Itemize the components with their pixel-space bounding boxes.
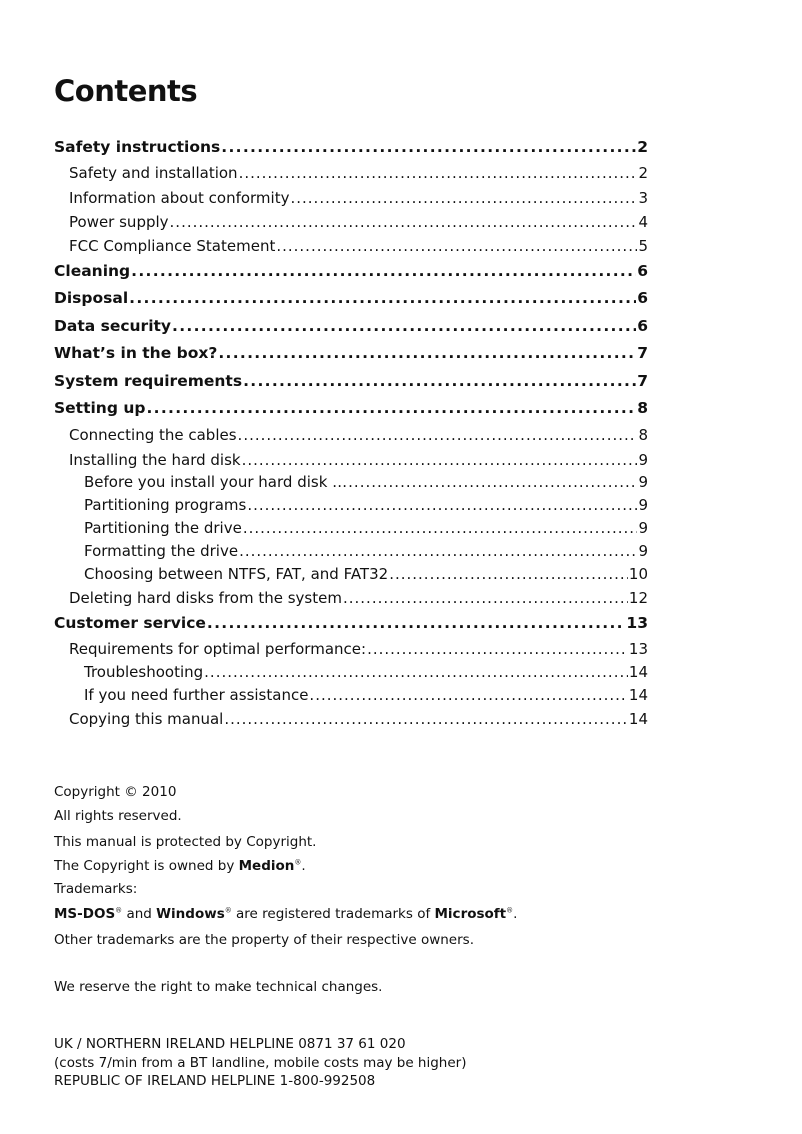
page-title: Contents xyxy=(54,74,198,108)
toc-leader-dots xyxy=(170,213,638,231)
toc-entry[interactable] xyxy=(54,317,648,335)
toc-entry-label: Safety instructions xyxy=(54,138,221,156)
other-trademarks-line: Other trademarks are the property of their respective owners. xyxy=(54,932,474,948)
toc-entry[interactable] xyxy=(54,519,648,537)
windows-reg-mark: ® xyxy=(224,906,232,915)
toc-entry-label: Disposal xyxy=(54,289,129,307)
toc-entry-page: 9 xyxy=(638,519,648,537)
toc-entry-page: 2 xyxy=(638,164,648,182)
toc-entry[interactable] xyxy=(54,164,648,182)
rights-line: All rights reserved. xyxy=(54,808,182,824)
msdos-reg-mark: ® xyxy=(115,906,123,915)
toc-entry-label: What’s in the box? xyxy=(54,344,218,362)
toc-entry-page: 8 xyxy=(638,426,648,444)
toc-entry-page: 7 xyxy=(637,372,648,390)
trademarks-label: Trademarks: xyxy=(54,881,138,897)
and-text: and xyxy=(122,906,157,922)
toc-leader-dots xyxy=(348,473,637,491)
toc-entry-page: 7 xyxy=(637,344,648,362)
toc-leader-dots xyxy=(172,317,636,335)
toc-leader-dots xyxy=(343,589,628,607)
owner-prefix: The Copyright is owned by xyxy=(54,858,239,874)
toc-entry[interactable] xyxy=(54,686,648,704)
toc-entry-page: 5 xyxy=(638,237,648,255)
toc-entry-label: Choosing between NTFS, FAT, and FAT32 xyxy=(84,565,389,583)
toc-entry[interactable] xyxy=(54,426,648,444)
trademarks-line xyxy=(54,906,517,922)
toc-entry-page: 6 xyxy=(637,262,648,280)
toc-entry[interactable] xyxy=(54,344,648,362)
toc-entry[interactable] xyxy=(54,473,648,491)
toc-entry-page: 14 xyxy=(628,663,648,681)
msdos-name: MS-DOS xyxy=(54,906,116,922)
toc-entry-label: Information about conformity xyxy=(69,189,290,207)
toc-entry-page: 4 xyxy=(638,213,648,231)
microsoft-name: Microsoft xyxy=(434,906,507,922)
trademarks-period: . xyxy=(513,906,518,922)
toc-entry-page: 9 xyxy=(638,496,648,514)
toc-entry-label: Deleting hard disks from the system xyxy=(69,589,342,607)
toc-leader-dots xyxy=(238,426,638,444)
helpline-ireland: REPUBLIC OF IRELAND HELPLINE 1-800-992508 xyxy=(54,1073,376,1089)
toc-entry[interactable] xyxy=(54,138,648,156)
toc-entry-label: Cleaning xyxy=(54,262,131,280)
toc-leader-dots xyxy=(239,542,637,560)
toc-entry[interactable] xyxy=(54,565,648,583)
microsoft-reg-mark: ® xyxy=(506,906,514,915)
toc-leader-dots xyxy=(389,565,628,583)
toc-entry-label: Formatting the drive xyxy=(84,542,239,560)
toc-leader-dots xyxy=(243,519,638,537)
toc-entry-page: 9 xyxy=(638,473,648,491)
owner-reg-mark: ® xyxy=(294,858,302,867)
toc-entry-label: Customer service xyxy=(54,614,206,632)
toc-entry-label: System requirements xyxy=(54,372,243,390)
toc-entry[interactable] xyxy=(54,589,648,607)
toc-leader-dots xyxy=(276,237,637,255)
toc-entry[interactable] xyxy=(54,289,648,307)
toc-leader-dots xyxy=(207,614,626,632)
windows-name: Windows xyxy=(156,906,225,922)
toc-leader-dots xyxy=(239,164,638,182)
toc-entry-label: Troubleshooting xyxy=(84,663,204,681)
toc-leader-dots xyxy=(242,451,638,469)
toc-entry[interactable] xyxy=(54,542,648,560)
toc-entry-label: Data security xyxy=(54,317,172,335)
toc-entry-label: Before you install your hard disk … xyxy=(84,473,348,491)
toc-entry[interactable] xyxy=(54,710,648,728)
copyright-line: Copyright © 2010 xyxy=(54,784,177,800)
toc-leader-dots xyxy=(129,289,636,307)
toc-entry-page: 6 xyxy=(637,289,648,307)
toc-entry-page: 13 xyxy=(626,614,648,632)
helpline-costs: (costs 7/min from a BT landline, mobile costs may be higher) xyxy=(54,1055,467,1071)
helpline-uk: UK / NORTHERN IRELAND HELPLINE 0871 37 61 020 xyxy=(54,1036,406,1052)
toc-entry-page: 8 xyxy=(637,399,648,417)
technical-changes-line: We reserve the right to make technical changes. xyxy=(54,979,383,995)
toc-leader-dots xyxy=(290,189,637,207)
toc-entry-label: Power supply xyxy=(69,213,169,231)
toc-entry[interactable] xyxy=(54,262,648,280)
toc-leader-dots xyxy=(218,344,636,362)
toc-entry-label: Installing the hard disk xyxy=(69,451,241,469)
toc-entry-page: 9 xyxy=(638,451,648,469)
toc-entry[interactable] xyxy=(54,496,648,514)
toc-entry-page: 14 xyxy=(628,686,648,704)
toc-entry-page: 13 xyxy=(628,640,648,658)
toc-entry-page: 3 xyxy=(638,189,648,207)
toc-entry-label: If you need further assistance xyxy=(84,686,309,704)
toc-leader-dots xyxy=(309,686,627,704)
protected-line: This manual is protected by Copyright. xyxy=(54,834,317,850)
toc-entry-label: Connecting the cables xyxy=(69,426,237,444)
toc-entry[interactable] xyxy=(54,213,648,231)
toc-entry-label: Requirements for optimal performance: xyxy=(69,640,367,658)
toc-entry-page: 9 xyxy=(638,542,648,560)
toc-leader-dots xyxy=(247,496,637,514)
toc-leader-dots xyxy=(243,372,636,390)
toc-entry-label: Partitioning the drive xyxy=(84,519,242,537)
toc-leader-dots xyxy=(224,710,628,728)
toc-entry-page: 2 xyxy=(637,138,648,156)
toc-entry[interactable] xyxy=(54,614,648,632)
toc-entry[interactable] xyxy=(54,237,648,255)
toc-entry-label: FCC Compliance Statement xyxy=(69,237,276,255)
toc-entry-page: 6 xyxy=(637,317,648,335)
toc-entry-label: Setting up xyxy=(54,399,146,417)
toc-entry[interactable] xyxy=(54,399,648,417)
toc-leader-dots xyxy=(204,663,628,681)
toc-entry-page: 10 xyxy=(628,565,648,583)
toc-leader-dots xyxy=(146,399,636,417)
toc-entry-label: Safety and installation xyxy=(69,164,238,182)
registered-text: are registered trademarks of xyxy=(231,906,435,922)
toc-leader-dots xyxy=(131,262,636,280)
toc-entry-label: Partitioning programs xyxy=(84,496,247,514)
toc-entry-label: Copying this manual xyxy=(69,710,224,728)
owner-line xyxy=(54,858,306,874)
toc-entry[interactable] xyxy=(54,189,648,207)
toc-entry[interactable] xyxy=(54,640,648,658)
owner-name: Medion xyxy=(238,858,295,874)
toc-entry-page: 14 xyxy=(628,710,648,728)
owner-period: . xyxy=(301,858,306,874)
toc-entry[interactable] xyxy=(54,451,648,469)
toc-leader-dots xyxy=(367,640,628,658)
toc-leader-dots xyxy=(221,138,636,156)
toc-entry[interactable] xyxy=(54,663,648,681)
toc-entry-page: 12 xyxy=(628,589,648,607)
toc-entry[interactable] xyxy=(54,372,648,390)
